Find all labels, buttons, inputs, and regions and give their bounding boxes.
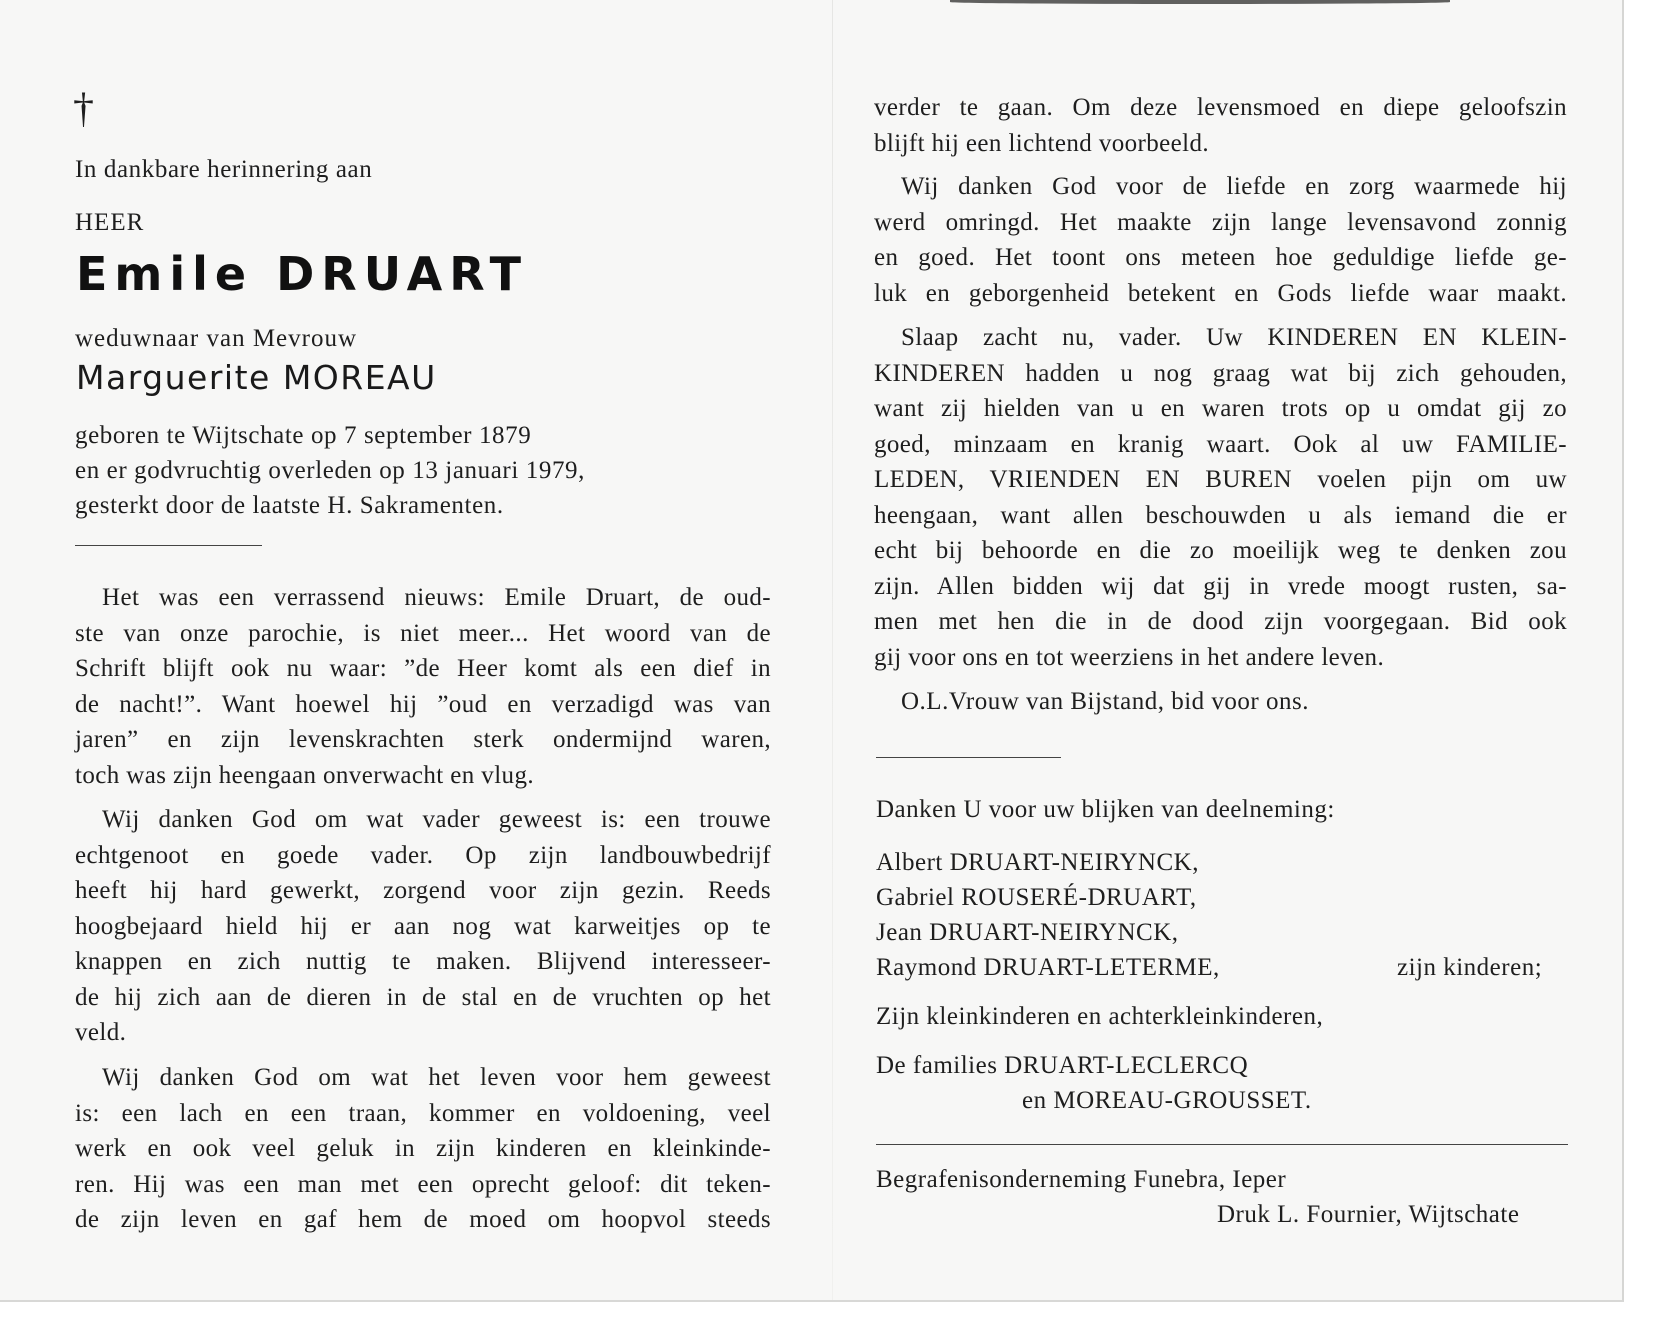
- printer-line: Druk L. Fournier, Wijtschate: [1217, 1201, 1520, 1228]
- thanks-line: Danken U voor uw blijken van deelneming:: [876, 796, 1335, 823]
- text-line: heeft hij hard gewerkt, zorgend voor zijn gezin. Reeds: [75, 877, 771, 904]
- text-line: hoogbejaard hield hij er aan nog wat karweitjes op te: [75, 912, 771, 940]
- text-line: heengaan, want allen beschouwden u als iemand die er: [874, 501, 1567, 529]
- child-name: Gabriel ROUSERÉ-DRUART,: [876, 884, 1197, 911]
- title-line: HEER: [75, 209, 145, 236]
- text-line: de nacht!”. Want hoewel hij ”oud en verzadigd was van: [75, 690, 771, 718]
- text-line: toch was zijn heengaan onverwacht en vlug.: [75, 761, 534, 789]
- death-line: en er godvruchtig overleden op 13 januari 1979,: [75, 457, 585, 484]
- text-line: Schrift blijft ook nu waar: ”de Heer komt als een dief in: [75, 655, 771, 682]
- text-line: blijft hij een lichtend voorbeeld.: [874, 129, 1210, 157]
- families-line-1: De families DRUART-LECLERCQ: [876, 1052, 1249, 1079]
- text-line: jaren” en zijn levenskrachten sterk ondermijnd waren,: [75, 726, 771, 753]
- undertaker-line: Begrafenisonderneming Funebra, Ieper: [876, 1166, 1287, 1193]
- deceased-name: Emile DRUART: [76, 247, 528, 301]
- prayer-line: O.L.Vrouw van Bijstand, bid voor ons.: [901, 688, 1309, 715]
- text-line: Slaap zacht nu, vader. Uw KINDEREN EN KLEIN-: [901, 324, 1567, 351]
- text-line: LEDEN, VRIENDEN EN BUREN voelen pijn om uw: [874, 466, 1567, 493]
- child-name: Albert DRUART-NEIRYNCK,: [876, 849, 1199, 876]
- text-line: Wij danken God om wat het leven voor hem geweest: [102, 1064, 771, 1091]
- right-page: [835, 0, 1622, 1300]
- spouse-name: Marguerite MOREAU: [76, 358, 437, 397]
- child-name: Jean DRUART-NEIRYNCK,: [876, 919, 1179, 946]
- families-line-2: en MOREAU-GROUSSET.: [1022, 1087, 1312, 1114]
- text-line: werd omringd. Het maakte zijn lange levensavond zonnig: [874, 208, 1567, 236]
- right-paragraph-3: [874, 320, 1567, 675]
- text-line: en goed. Het toont ons meteen hoe geduldige liefde ge-: [874, 244, 1567, 271]
- right-paragraph-2: [874, 169, 1567, 311]
- text-line: echt bij behoorde en die zo moeilijk weg te denken zou: [874, 537, 1567, 564]
- sacraments-line: gesterkt door de laatste H. Sakramenten.: [75, 492, 504, 519]
- left-page: [0, 0, 830, 1300]
- text-line: echtgenoot en goede vader. Op zijn landbouwbedrijf: [75, 841, 771, 869]
- text-line: de zijn leven en gaf hem de moed om hoopvol steeds: [75, 1206, 771, 1233]
- left-paragraph-2: [75, 802, 771, 1051]
- text-line: de hij zich aan de dieren in de stal en de vruchten op het: [75, 983, 771, 1011]
- text-line: Wij danken God om wat vader geweest is: een trouwe: [102, 806, 771, 833]
- text-line: is: een lach en een traan, kommer en voldoening, veel: [75, 1099, 771, 1127]
- text-line: ren. Hij was een man met een oprecht geloof: dit teken-: [75, 1170, 771, 1198]
- text-line: luk en geborgenheid betekent en Gods liefde waar maakt.: [874, 279, 1567, 307]
- birth-line: geboren te Wijtschate op 7 september 1879: [75, 422, 532, 449]
- widower-line: weduwnaar van Mevrouw: [75, 325, 358, 352]
- text-line: ste van onze parochie, is niet meer... Het woord van de: [75, 619, 771, 647]
- text-line: Het was een verrassend nieuws: Emile Druart, de oud-: [102, 584, 771, 611]
- grandchildren-line: Zijn kleinkinderen en achterkleinkinderen,: [876, 1003, 1324, 1030]
- children-label: zijn kinderen;: [1397, 954, 1543, 981]
- divider-left: [75, 545, 262, 546]
- left-paragraph-3: [75, 1060, 771, 1238]
- right-paragraph-1: [874, 90, 1567, 161]
- divider-right: [876, 757, 1061, 758]
- text-line: men met hen die in de dood zijn voorgegaan. Bid ook: [874, 608, 1567, 635]
- text-line: veld.: [75, 1019, 127, 1046]
- text-line: want zij hielden van u en waren trots op u omdat gij zo: [874, 395, 1567, 422]
- left-paragraph-1: [75, 580, 771, 793]
- child-name: Raymond DRUART-LETERME,: [876, 954, 1220, 981]
- divider-bottom: [876, 1144, 1568, 1145]
- text-line: knappen en zich nuttig te maken. Blijvend interesseer-: [75, 948, 771, 975]
- cross-icon: †: [73, 86, 94, 132]
- text-line: werk en ook veel geluk in zijn kinderen en kleinkinde-: [75, 1135, 771, 1162]
- text-line: verder te gaan. Om deze levensmoed en diepe geloofszin: [874, 94, 1567, 121]
- intro-line: In dankbare herinnering aan: [75, 156, 373, 183]
- card-fold: [832, 0, 833, 1300]
- text-line: KINDEREN hadden u nog graag wat bij zich gehouden,: [874, 359, 1567, 387]
- text-line: Wij danken God voor de liefde en zorg waarmede hij: [901, 173, 1567, 200]
- text-line: zijn. Allen bidden wij dat gij in vrede moogt rusten, sa-: [874, 572, 1567, 600]
- text-line: goed, minzaam en kranig waart. Ook al uw FAMILIE-: [874, 430, 1567, 458]
- text-line: gij voor ons en tot weerziens in het andere leven.: [874, 643, 1385, 671]
